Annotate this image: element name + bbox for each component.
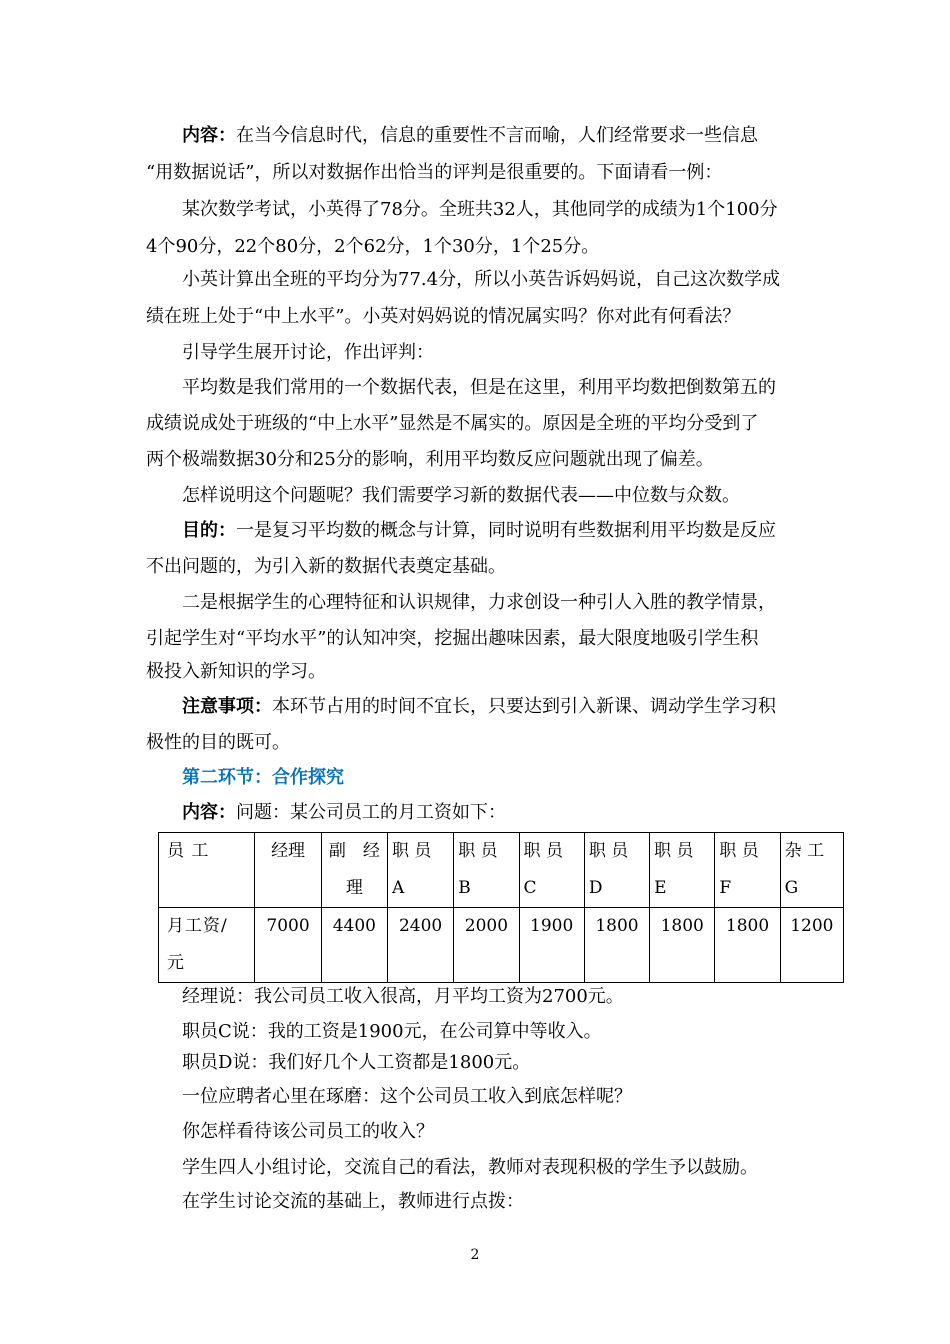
table-cell: 4400 (321, 908, 387, 983)
notes-label: 注意事项： (182, 696, 272, 717)
paragraph-line: 小英计算出全班的平均分为77.4分，所以小英告诉妈妈说，自己这次数学成 (182, 269, 781, 290)
paragraph-line: 引起学生对“平均水平”的认知冲突，挖掘出趣味因素，最大限度地吸引学生积 (146, 628, 759, 649)
paragraph-line: 一位应聘者心里在琢磨：这个公司员工收入到底怎样呢？ (182, 1086, 632, 1107)
paragraph-line: 绩在班上处于“中上水平”。小英对妈妈说的情况属实吗？你对此有何看法？ (146, 306, 741, 327)
paragraph-text: 问题：某公司员工的月工资如下： (236, 802, 506, 823)
paragraph-text: 本环节占用的时间不宜长，只要达到引入新课、调动学生学习积 (272, 696, 776, 717)
cell-line: 理 (345, 878, 363, 898)
section-heading: 第二环节：合作探究 (182, 767, 344, 788)
table-cell: 1800 (584, 908, 649, 983)
table-cell (715, 833, 780, 908)
table-cell (387, 833, 453, 908)
table-cell (584, 833, 649, 908)
paragraph-text: 一是复习平均数的概念与计算，同时说明有些数据利用平均数是反应 (236, 520, 776, 541)
cell-line: 职 员 (523, 841, 563, 861)
paragraph-line: 极投入新知识的学习。 (146, 661, 326, 682)
paragraph-line: 极性的目的既可。 (146, 732, 290, 753)
table-cell (650, 833, 715, 908)
table-row (159, 908, 844, 983)
page-number: 2 (470, 1247, 480, 1263)
content-label: 内容： (182, 802, 236, 823)
paragraph-text: 在当今信息时代，信息的重要性不言而喻，人们经常要求一些信息 (236, 125, 758, 146)
paragraph-line: 4个90分，22个80分，2个62分，1个30分，1个25分。 (146, 236, 600, 257)
table-cell (519, 833, 584, 908)
paragraph-line: 在学生讨论交流的基础上，教师进行点拨： (182, 1191, 524, 1212)
paragraph-content-intro (182, 124, 862, 148)
salary-table (158, 832, 844, 983)
table-cell: 1900 (519, 908, 584, 983)
paragraph-line: 怎样说明这个问题呢？我们需要学习新的数据代表——中位数与众数。 (182, 485, 740, 506)
cell-line: F (719, 878, 732, 898)
table-cell: 经理 (255, 833, 321, 908)
cell-line: D (588, 878, 603, 898)
cell-line: 职 员 (654, 841, 694, 861)
cell-line: 职 员 (458, 841, 498, 861)
cell-line: 月工资/ (167, 916, 228, 936)
table-cell (159, 908, 255, 983)
table-cell (780, 833, 843, 908)
paragraph-line: 平均数是我们常用的一个数据代表，但是在这里，利用平均数把倒数第五的 (182, 377, 776, 398)
table-cell (454, 833, 519, 908)
cell-line: 元 (167, 953, 185, 973)
table-cell: 7000 (255, 908, 321, 983)
table-cell (321, 833, 387, 908)
table-cell: 1800 (715, 908, 780, 983)
paragraph-notes (182, 695, 862, 719)
cell-line: A (391, 878, 405, 898)
paragraph-line: 职员C说：我的工资是1900元，在公司算中等收入。 (182, 1021, 602, 1042)
cell-line: E (654, 878, 667, 898)
paragraph-line: “用数据说话”，所以对数据作出恰当的评判是很重要的。下面请看一例： (146, 162, 723, 183)
cell-line: B (458, 878, 471, 898)
paragraph-purpose (182, 519, 862, 543)
cell-line: 职 员 (588, 841, 629, 861)
paragraph-content-problem (182, 801, 862, 825)
paragraph-line: 学生四人小组讨论，交流自己的看法，教师对表现积极的学生予以鼓励。 (182, 1157, 758, 1178)
paragraph-line: 经理说：我公司员工收入很高，月平均工资为2700元。 (182, 986, 624, 1007)
table-cell: 2000 (454, 908, 519, 983)
table-cell: 员 工 (159, 833, 255, 908)
cell-line: 职 员 (719, 841, 759, 861)
cell-line: 杂 工 (784, 841, 825, 861)
table-cell: 2400 (387, 908, 453, 983)
content-label: 内容： (182, 125, 236, 146)
cell-line: C (523, 878, 537, 898)
paragraph-line: 职员D说：我们好几个人工资都是1800元。 (182, 1052, 531, 1073)
purpose-label: 目的： (182, 520, 236, 541)
table-header-row (159, 833, 844, 908)
paragraph-line: 引导学生展开讨论，作出评判： (182, 342, 434, 363)
paragraph-line: 不出问题的，为引入新的数据代表奠定基础。 (146, 556, 506, 577)
table-cell: 1800 (650, 908, 715, 983)
paragraph-line: 二是根据学生的心理特征和认识规律，力求创设一种引人入胜的教学情景， (182, 592, 776, 613)
table-cell: 1200 (780, 908, 843, 983)
cell-line: G (784, 878, 799, 898)
paragraph-line: 成绩说成处于班级的“中上水平”显然是不属实的。原因是全班的平均分受到了 (146, 413, 759, 434)
paragraph-line: 两个极端数据30分和25分的影响，利用平均数反应问题就出现了偏差。 (146, 449, 714, 470)
paragraph-line: 某次数学考试，小英得了78分。全班共32人，其他同学的成绩为1个100分 (182, 199, 778, 220)
cell-line: 副 经 (328, 841, 380, 861)
paragraph-line: 你怎样看待该公司员工的收入？ (182, 1121, 434, 1142)
cell-line: 职 员 (391, 841, 432, 861)
